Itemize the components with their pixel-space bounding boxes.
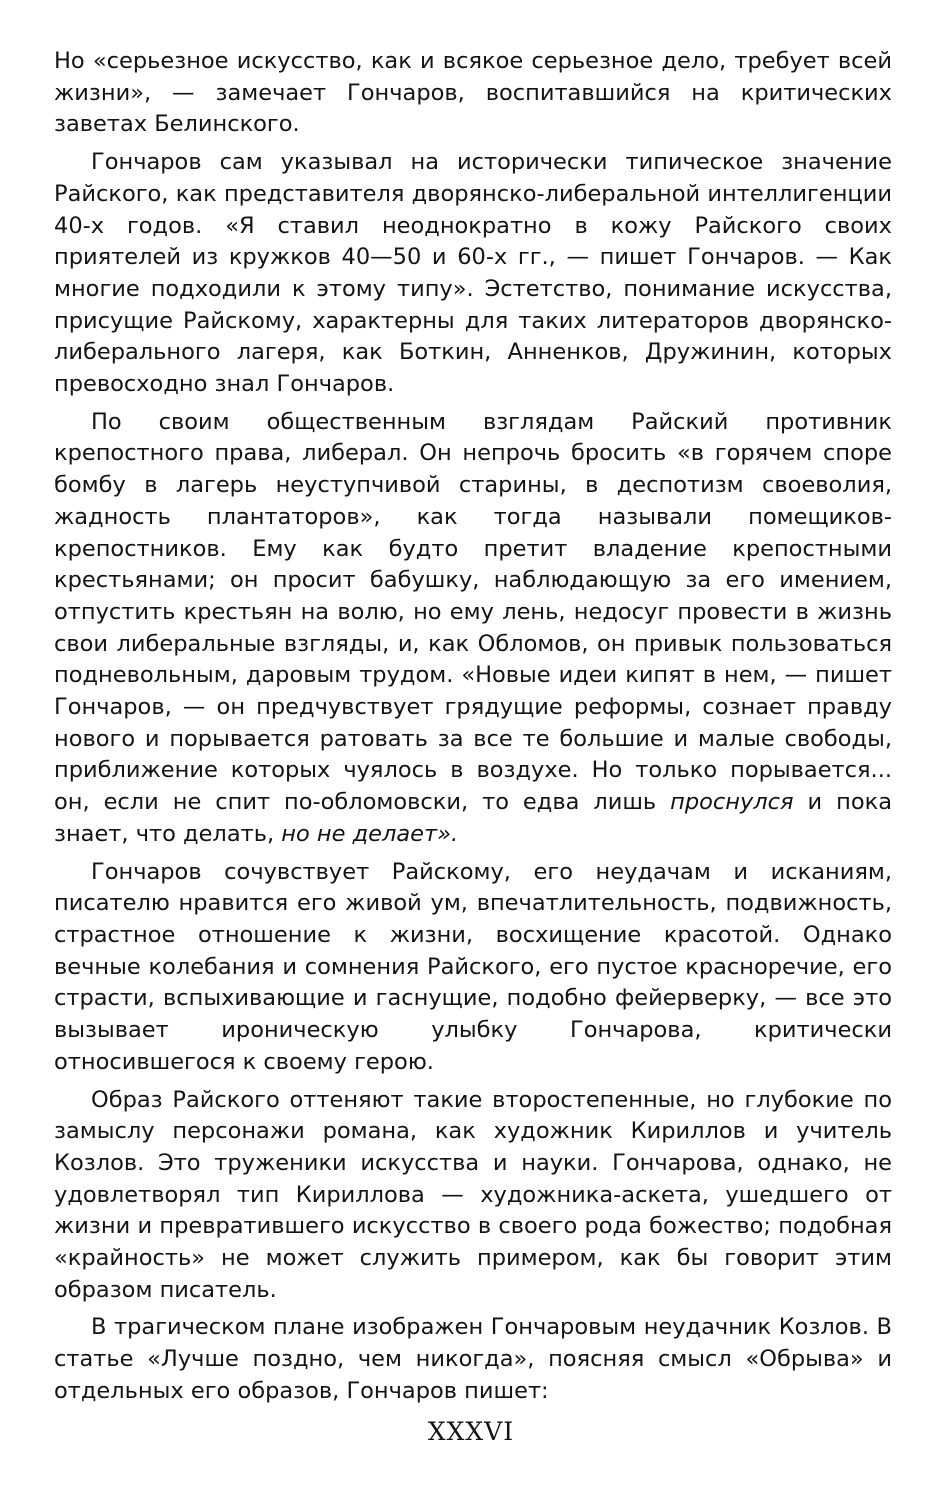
paragraph-1 [54,46,892,141]
paragraph-4-text: Гончаров сочувствует Райскому, его неудачам и исканиям, писателю нравится его живой ум, впечатлительность, подвижность, страстное отношение к жизни, восхищение красотой. Однако вечные колебания и сомнения Райского, его пустое красноречие, его страсти, вспыхивающие и гаснущие, подобно фейерверку, — все это вызывает ироническую улыбку Гончарова, критически относившегося к своему герою. [54,858,892,1075]
paragraph-5-text: Образ Райского оттеняют такие второстепенные, но глубокие по замыслу персонажи романа, как художник Кириллов и учитель Козлов. Это труженики искусства и науки. Гончарова, однако, не удовлетворял тип Кириллова — художника-аскета, ушедшего от жизни и превратившего искусство в своего рода божество; подобная «крайность» не может служить примером, как бы говорит этим образом писатель. [54,1086,892,1303]
paragraph-6-text: В трагическом плане изображен Гончаровым неудачник Козлов. В статье «Лучше поздно, чем никогда», поясняя смысл «Обрыва» и отдельных его образов, Гончаров пишет: [54,1314,892,1404]
paragraph-3-emphasis-2: но не делает». [281,820,459,847]
page-body [54,46,892,1408]
page-number: XXXVI [427,1417,515,1446]
paragraph-2-text: Гончаров сам указывал на исторически типическое значение Райского, как представителя дворянско-либеральной интеллигенции 40-х годов. «Я ставил неоднократно в кожу Райского своих приятелей из кружков 40—50 и 60-х гг., — пишет Гончаров. — Как многие подходили к этому типу». Эстетство, понимание искусства, присущие Райскому, характерны для таких литераторов дворянско-либерального лагеря, как Боткин, Анненков, Дружинин, которых превосходно знал Гончаров. [54,149,892,398]
paragraph-3 [54,407,892,851]
paragraph-2 [54,147,892,401]
paragraph-5 [54,1085,892,1307]
paragraph-4 [54,857,892,1079]
paragraph-3-emphasis-1: проснулся [670,789,794,816]
paragraph-1-text: Но «серьезное искусство, как и всякое серьезное дело, требует всей жизни», — замечает Гончаров, воспитавшийся на критических заветах Белинского. [54,48,892,138]
paragraph-3-text-2: и пока знает, что делать, [54,789,892,847]
paragraph-3-text: По своим общественным взглядам Райский противник крепостного права, либерал. Он непрочь бросить «в горячем споре бомбу в лагерь неуступчивой старины, в деспотизм своеволия, жадность плантаторов», как тогда называли помещиков-крепостников. Ему как будто претит владение крепостными крестьянами; он просит бабушку, наблюдающую за его имением, отпустить крестьян на волю, но ему лень, недосуг провести в жизнь свои либеральные взгляды, и, как Обломов, он привык пользоваться подневольным, даровым трудом. «Новые идеи кипят в нем, — пишет Гончаров, — он предчувствует грядущие реформы, сознает правду нового и порывается ратовать за все те большие и малые свободы, приближение которых чуялось в воздухе. Но только порывается... он, если не спит по-обломовски, то едва лишь [54,408,892,816]
paragraph-6 [54,1312,892,1407]
